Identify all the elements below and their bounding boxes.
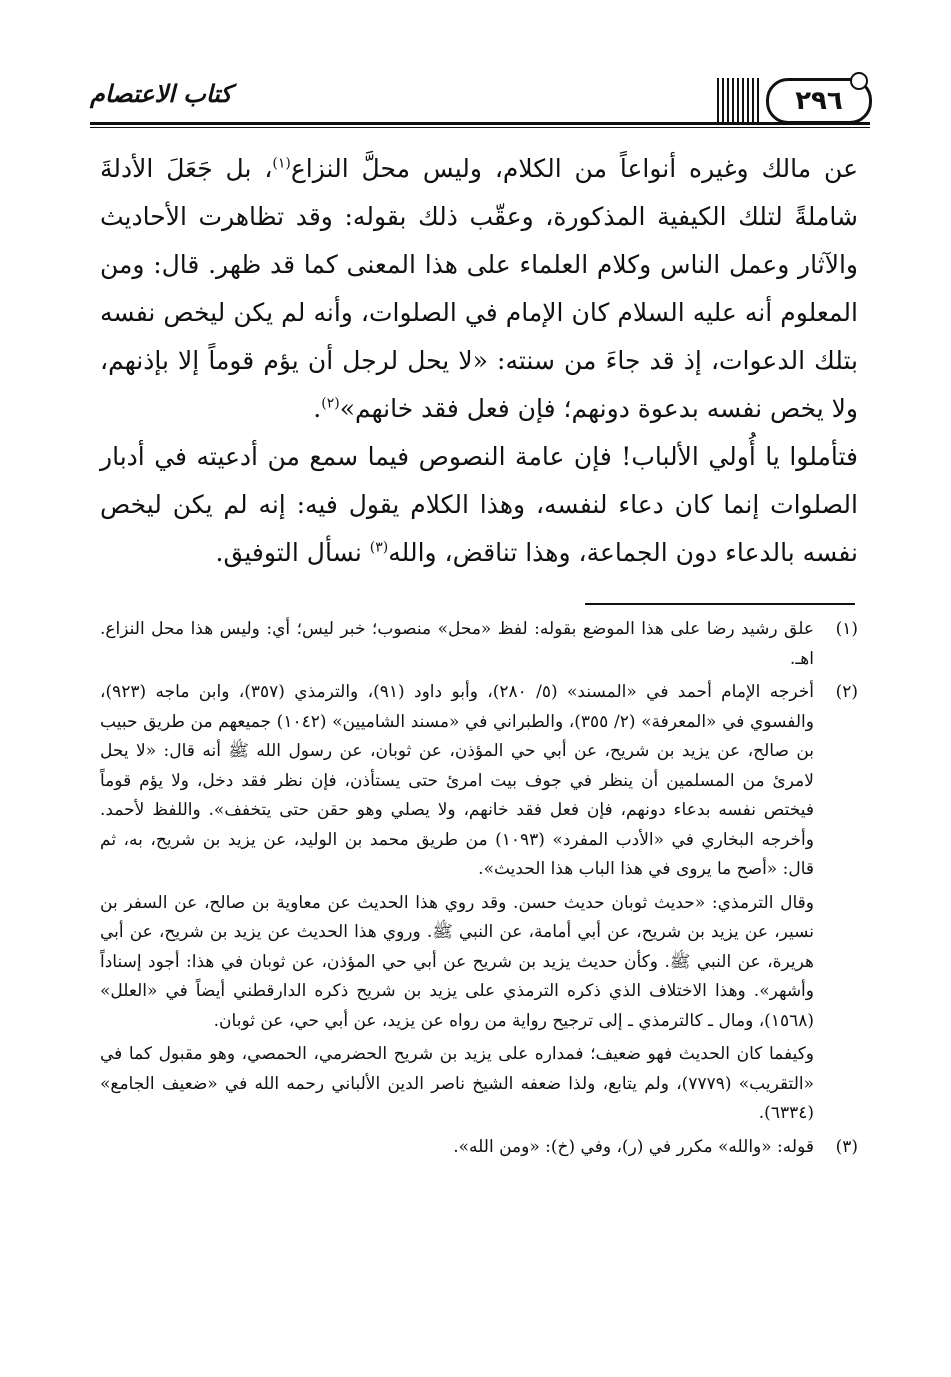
footnote-3 — [100, 1133, 858, 1163]
paragraph — [100, 433, 858, 577]
footnote-1 — [100, 615, 858, 674]
text-run: نسأل التوفيق. — [215, 538, 370, 567]
footnote-number: (١) — [835, 619, 858, 639]
text-run: عن مالك وغيره أنواعاً من الكلام، وليس محلَّ النزاع — [290, 154, 859, 183]
footnote-ref[interactable]: (٢) — [321, 395, 340, 412]
footnote-number: (٣) — [835, 1136, 858, 1157]
text-run: فتأملوا يا أُولي الألباب! فإن عامة النصوص فيما سمع من أدعيته في أدبار الصلوات إنما كان دعاء لنفسه، وهذا الكلام يقول فيه: إنه لم يكن ليخص نفسه بالدعاء دون الجماعة، وهذا تناقض، والله — [100, 442, 858, 567]
paragraph — [100, 145, 858, 433]
badge-ornament-loop — [850, 72, 868, 90]
page-header — [90, 70, 870, 130]
book-title: كتاب الاعتصام — [90, 80, 232, 108]
text-run: . — [313, 394, 322, 423]
footnotes — [100, 615, 858, 1166]
footnote-text: وقال الترمذي: «حديث ثوبان حديث حسن. وقد روي هذا الحديث عن معاوية بن صالح، عن السفر بن نسير، عن يزيد بن شريح، عن أبي أمامة، عن النبي ﷺ. وروي هذا الحديث عن يزيد بن شريح، عن أبي هريرة، عن النبي ﷺ. وكأن حديث يزيد بن شريح عن أبي حي المؤذن، عن ثوبان في هذا: أجود إسناداً وأشهر». وهذا الاختلاف الذي ذكره الترمذي على يزيد بن شريح ذكره الدارقطني أيضاً في «العلل» (١٥٦٨)، ومال ـ كالترمذي ـ إلى ترجيح رواية من رواه عن يزيد، عن أبي حي، عن ثوبان. — [100, 892, 814, 1031]
header-ornament-bars — [715, 78, 761, 122]
text-run: ، بل جَعَلَ الأدلةَ شاملةً لتلك الكيفية المذكورة، وعقّب ذلك بقوله: وقد تظاهرت الأحاديث والآثار وعمل الناس وكلام العلماء على هذا المعنى كما قد ظهر. قال: ومن المعلوم أنه عليه السلام كان الإمام في الصلوات، وأنه لم يكن ليخص نفسه بتلك الدعوات، إذ قد جاءَ من سنته: «لا يحل لرجل أن يؤم قوماً إلا بإذنهم، ولا يخص نفسه بدعوة دونهم؛ فإن فعل فقد خانهم» — [100, 154, 858, 423]
header-rule-thin — [90, 127, 870, 128]
footnote-text: وكيفما كان الحديث فهو ضعيف؛ فمداره على يزيد بن شريح الحضرمي، الحمصي، وهو مقبول كما في «التقريب» (٧٧٧٩)، ولم يتابع، ولذا ضعفه الشيخ ناصر الدين الألباني رحمه الله في «ضعيف الجامع» (٦٣٣٤). — [100, 1044, 815, 1123]
footnote-ref[interactable]: (٣) — [369, 539, 389, 556]
footnote-separator — [585, 603, 855, 605]
footnote-number: (٢) — [835, 682, 858, 702]
main-text — [100, 145, 858, 577]
footnote-text: قوله: «والله» مكرر في (ر)، وفي (خ): «ومن الله». — [453, 1136, 814, 1157]
footnote-ref[interactable]: (١) — [272, 155, 291, 172]
footnote-text: علق رشيد رضا على هذا الموضع بقوله: لفظ «محل» منصوب؛ خبر ليس؛ أي: وليس هذا محل النزاع. اهـ. — [100, 619, 814, 669]
footnote-text: أخرجه الإمام أحمد في «المسند» (٥/ ٢٨٠)، وأبو داود (٩١)، والترمذي (٣٥٧)، وابن ماجه (٩٢٣)، والفسوي في «المعرفة» (٢/ ٣٥٥)، والطبراني في «مسند الشاميين» (١٠٤٢) جميعهم من طريق حبيب بن صالح، عن يزيد بن شريح، عن أبي حي المؤذن، عن ثوبان، عن رسول الله ﷺ أنه قال: «لا يحل لامرئ من المسلمين أن ينظر في جوف بيت امرئ حتى يستأذن، فإن نظر فقد دخل، ولا يؤم قوماً فيختص نفسه بدعاء دونهم، فإن فعل فقد خانهم، ولا يصلي وهو حقن حتى يتخفف». واللفظ لأحمد. وأخرجه البخاري في «الأدب المفرد» (١٠٩٣) من طريق محمد بن الوليد، عن يزيد بن شريح، به، ثم قال: «أصح ما يروى في هذا الباب هذا الحديث». — [100, 682, 814, 879]
page-number: ٢٩٦ — [795, 86, 843, 116]
header-rule — [90, 122, 870, 125]
footnote-2 — [100, 678, 858, 1129]
